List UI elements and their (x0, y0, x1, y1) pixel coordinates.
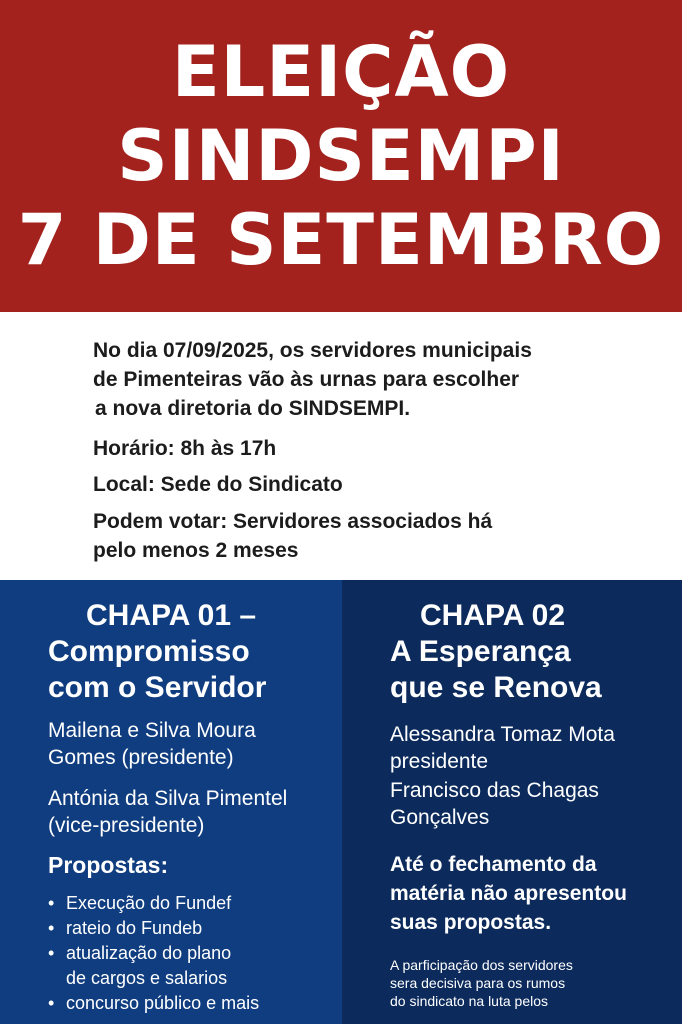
proposal-line: atualização do plano (66, 943, 232, 963)
chapa-01-title-line-3: com o Servidor (48, 671, 267, 704)
chapa-02-title-line-3: que se Renova (390, 671, 602, 704)
chapa-01-title-line-2: Compromisso (48, 635, 250, 668)
bullet-icon: • (48, 993, 55, 1013)
eligibility-text (93, 507, 653, 565)
proposal-line: Execução do Fundef (66, 893, 232, 913)
chapa-01-panel (0, 580, 342, 1024)
proposal-line: rateio do Fundeb (66, 918, 203, 938)
chapa-02-note-line-2: matéria não apresentou (390, 882, 627, 905)
chapa-01-proposals-heading: Propostas: (48, 852, 169, 878)
chapa-01-vice-president (48, 785, 287, 839)
participation-line-3: do sindicato na luta pelos (390, 993, 548, 1009)
chapa-02-title (390, 598, 680, 706)
bullet-icon: • (48, 893, 55, 913)
chapa-02-note-line-3: suas propostas. (390, 911, 552, 934)
chapa-01-president-line-2: Gomes (presidente) (48, 746, 234, 769)
chapa-01-proposals-list (48, 891, 338, 1016)
bullet-icon: • (48, 918, 55, 938)
candidate-slates (0, 580, 682, 1024)
chapa-02-president-line-2: presidente (390, 750, 489, 773)
proposal-item (48, 891, 338, 916)
intro-line-1: No dia 07/09/2025, os servidores municipais (93, 339, 532, 362)
proposal-item (48, 941, 338, 991)
proposal-item (48, 991, 338, 1016)
chapa-01-title-line-1: CHAPA 01 – (86, 599, 257, 632)
chapa-02-second-member (390, 777, 599, 831)
chapa-01-vice-line-2: (vice-presidente) (48, 814, 205, 837)
proposal-line: concurso público e mais (66, 993, 260, 1013)
chapa-02-president (390, 721, 615, 775)
bullet-icon: • (48, 943, 55, 963)
eligibility-line-2: pelo menos 2 meses (93, 539, 299, 562)
chapa-02-second-line-2: Gonçalves (390, 806, 490, 829)
schedule-text: Horário: 8h às 17h (93, 437, 277, 460)
title-line-eleicao: ELEIÇÃO (171, 31, 511, 113)
chapa-02-title-line-1: CHAPA 02 (420, 599, 566, 632)
participation-line-2: sera decisiva para os rumos (390, 975, 566, 991)
title-banner (0, 0, 682, 312)
title-line-sindsempi: SINDSEMPI (117, 115, 565, 197)
chapa-02-panel (342, 580, 682, 1024)
eligibility-line-1: Podem votar: Servidores associados há (93, 510, 493, 533)
participation-note (390, 956, 680, 1010)
chapa-01-vice-line-1: Antónia da Silva Pimentel (48, 787, 288, 810)
intro-line-3: a nova diretoria do SINDSEMPI. (95, 397, 411, 420)
chapa-02-second-line-1: Francisco das Chagas (390, 779, 599, 802)
intro-paragraph (93, 336, 653, 423)
chapa-01-president (48, 717, 256, 771)
intro-line-2: de Pimenteiras vão às urnas para escolher (93, 368, 520, 391)
chapa-02-note-line-1: Até o fechamento da (390, 853, 597, 876)
chapa-02-president-line-1: Alessandra Tomaz Mota (390, 723, 615, 746)
chapa-02-no-proposals-note (390, 850, 680, 937)
location-text: Local: Sede do Sindicato (93, 473, 343, 496)
proposal-item (48, 916, 338, 941)
election-info (0, 312, 682, 580)
participation-line-1: A parficipação dos servidores (390, 957, 573, 973)
chapa-01-president-line-1: Mailena e Silva Moura (48, 719, 256, 742)
title-line-date: 7 DE SETEMBRO (17, 199, 665, 281)
proposal-line-continued: de cargos e salarios (66, 968, 228, 988)
chapa-02-title-line-2: A Esperança (390, 635, 571, 668)
chapa-01-title (48, 598, 338, 706)
